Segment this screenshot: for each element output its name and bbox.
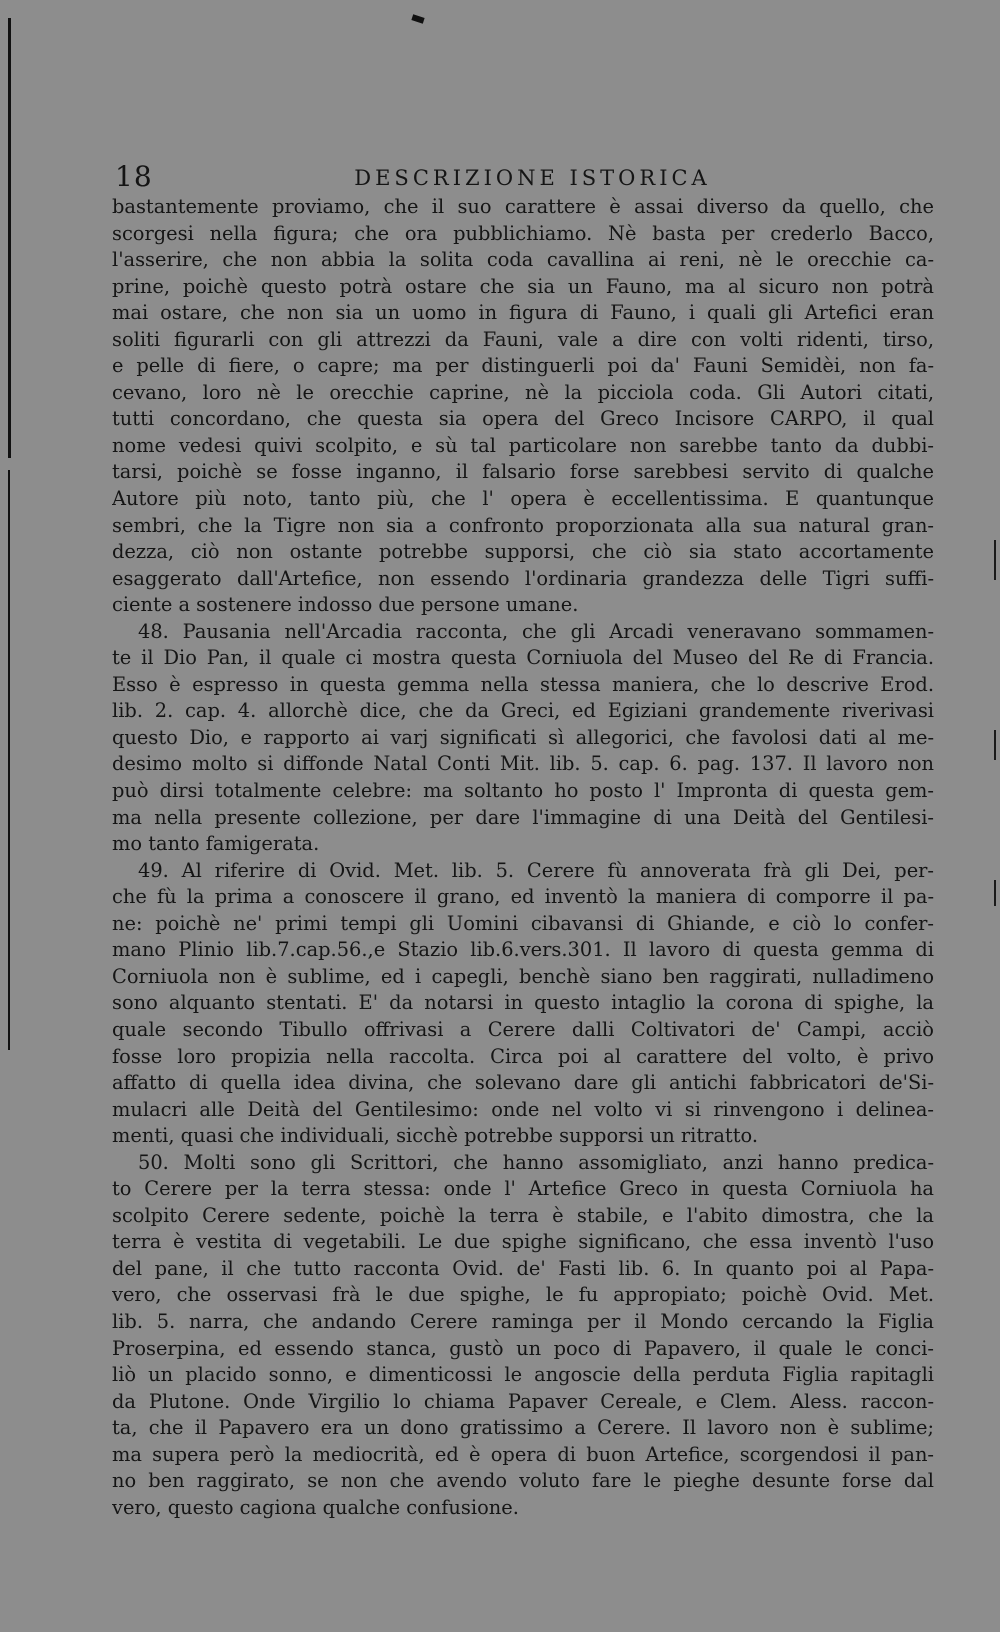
page-number: 18 xyxy=(115,160,153,193)
text-line: del pane, il che tutto racconta Ovid. de' Fasti lib. 6. In quanto poi al Papa- xyxy=(112,1256,934,1280)
text-line: mai ostare, che non sia un uomo in figura di Fauno, i quali gli Artefici eran xyxy=(112,301,934,325)
text-line: ma supera però la mediocrità, ed è opera di buon Artefice, scorgendosi il pan- xyxy=(112,1442,934,1466)
text-line: scolpito Cerere sedente, poichè la terra è stabile, e l'abito dimostra, che la xyxy=(112,1203,934,1227)
text-line: liò un placido sonno, e dimenticossi le angoscie della perduta Figlia rapitagli xyxy=(112,1363,934,1387)
scan-edge-rule-lower xyxy=(8,470,10,1050)
text-line: mano Plinio lib.7.cap.56.,e Stazio lib.6.vers.301. Il lavoro di questa gemma di xyxy=(112,938,934,962)
text-line: quale secondo Tibullo offrivasi a Cerere dalli Coltivatori de' Campi, acciò xyxy=(112,1017,934,1041)
ink-mark xyxy=(411,14,424,23)
text-line: menti, quasi che individuali, sicchè potrebbe supporsi un ritratto. xyxy=(112,1124,759,1148)
text-line: questo Dio, e rapporto ai varj significati sì allegorici, che favolosi dati al me- xyxy=(112,725,934,749)
text-line: to Cerere per la terra stessa: onde l' Artefice Greco in questa Corniuola ha xyxy=(112,1177,934,1201)
text-line: te il Dio Pan, il quale ci mostra questa Corniuola del Museo del Re di Francia. xyxy=(112,646,934,670)
text-line: bastantemente proviamo, che il suo carattere è assai diverso da quello, che xyxy=(112,195,934,218)
text-line: ma nella presente collezione, per dare l'immagine di una Deità del Gentilesi- xyxy=(112,805,934,829)
margin-tick xyxy=(994,880,996,906)
text-line: sembri, che la Tigre non sia a confronto proporzionata alla sua natural gran- xyxy=(112,513,934,537)
body-text xyxy=(112,194,934,1521)
text-line: Autore più noto, tanto più, che l' opera è eccellentissima. E quantunque xyxy=(112,487,934,511)
text-line: desimo molto si diffonde Natal Conti Mit. lib. 5. cap. 6. pag. 137. Il lavoro non xyxy=(112,752,934,776)
text-line: affatto di quella idea divina, che solevano dare gli antichi fabbricatori de'Si- xyxy=(112,1071,934,1095)
text-line: mulacri alle Deità del Gentilesimo: onde nel volto vi si rinvengono i delinea- xyxy=(112,1097,934,1121)
page-header xyxy=(115,162,950,192)
text-line: scorgesi nella figura; che ora pubblichiamo. Nè basta per crederlo Bacco, xyxy=(112,221,934,245)
text-line: ta, che il Papavero era un dono gratissimo a Cerere. Il lavoro non è sublime; xyxy=(112,1416,934,1440)
text-line: che fù la prima a conoscere il grano, ed inventò la maniera di comporre il pa- xyxy=(112,885,934,909)
text-line: Corniuola non è sublime, ed i capegli, benchè siano ben raggirati, nulladimeno xyxy=(112,964,934,988)
text-line: no ben raggirato, se non che avendo voluto fare le pieghe desunte forse dal xyxy=(112,1469,934,1493)
text-line: sono alquanto stentati. E' da notarsi in questo intaglio la corona di spighe, la xyxy=(112,991,934,1015)
margin-tick xyxy=(994,730,996,760)
text-line: vero, questo cagiona qualche confusione. xyxy=(112,1495,519,1519)
text-line: può dirsi totalmente celebre: ma soltanto ho posto l' Impronta di questa gem- xyxy=(112,779,934,803)
text-line: da Plutone. Onde Virgilio lo chiama Papaver Cereale, e Clem. Aless. raccon- xyxy=(112,1389,934,1413)
text-line: vero, che osservasi frà le due spighe, le fu appropiato; poichè Ovid. Met. xyxy=(112,1283,934,1307)
text-line: l'asserire, che non abbia la solita coda cavallina ai reni, nè le orecchie ca- xyxy=(112,248,934,272)
text-line: mo tanto famigerata. xyxy=(112,832,320,856)
paragraph-50-start: 50. Molti sono gli Scrittori, che hanno assomigliato, anzi hanno predica- xyxy=(138,1150,934,1174)
paragraph-48-start: 48. Pausania nell'Arcadia racconta, che gli Arcadi veneravano sommamen- xyxy=(138,619,934,643)
text-line: tutti concordano, che questa sia opera del Greco Incisore CARPO, il qual xyxy=(112,407,934,431)
text-line: cevano, loro nè le orecchie caprine, nè la picciola coda. Gli Autori citati, xyxy=(112,380,934,404)
text-line: lib. 5. narra, che andando Cerere raminga per il Mondo cercando la Figlia xyxy=(112,1309,934,1333)
text-line: ne: poichè ne' primi tempi gli Uomini cibavansi di Ghiande, e ciò lo confer- xyxy=(112,911,934,935)
text-line: ciente a sostenere indosso due persone umane. xyxy=(112,593,579,617)
text-line: dezza, ciò non ostante potrebbe supporsi, che ciò sia stato accortamente xyxy=(112,540,934,564)
text-line: lib. 2. cap. 4. allorchè dice, che da Greci, ed Egiziani grandemente riverivasi xyxy=(112,699,934,723)
scan-edge-rule xyxy=(8,18,11,458)
margin-tick xyxy=(994,540,996,580)
text-line: Proserpina, ed essendo stanca, gustò un poco di Papavero, il quale le conci- xyxy=(112,1336,934,1360)
text-line: nome vedesi quivi scolpito, e sù tal particolare non sarebbe tanto da dubbi- xyxy=(112,433,934,457)
running-title: DESCRIZIONE ISTORICA xyxy=(354,166,711,190)
text-line: soliti figurarli con gli attrezzi da Fauni, vale a dire con volti ridenti, tirso, xyxy=(112,327,934,351)
text-line: esaggerato dall'Artefice, non essendo l'ordinaria grandezza delle Tigri suffi- xyxy=(112,566,934,590)
text-line: Esso è espresso in questa gemma nella stessa maniera, che lo descrive Erod. xyxy=(112,672,934,696)
text-line: tarsi, poichè se fosse inganno, il falsario forse sarebbesi servito di qualche xyxy=(112,460,934,484)
text-line: e pelle di fiere, o capre; ma per distinguerli poi da' Fauni Semidèi, non fa- xyxy=(112,354,934,378)
text-line: prine, poichè questo potrà ostare che sia un Fauno, ma al sicuro non potrà xyxy=(112,274,934,298)
text-line: terra è vestita di vegetabili. Le due spighe significano, che essa inventò l'uso xyxy=(112,1230,934,1254)
text-line: fosse loro propizia nella raccolta. Circa poi al carattere del volto, è privo xyxy=(112,1044,934,1068)
paragraph-49-start: 49. Al riferire di Ovid. Met. lib. 5. Cerere fù annoverata frà gli Dei, per- xyxy=(138,858,934,882)
